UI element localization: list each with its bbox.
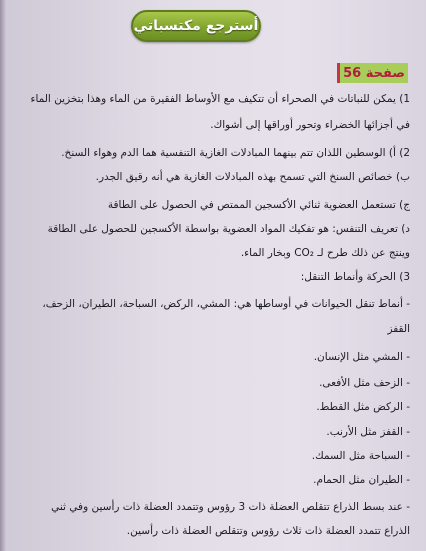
text-line-16: - الطيران مثل الحمام.: [313, 474, 410, 486]
text-line-11: - المشي مثل الإنسان.: [313, 351, 410, 363]
text-line-17: - عند بسط الذراع تتقلص العضلة ذات 3 رؤوس وتتمدد العضلة ذات رأسين وفي ثني: [51, 501, 410, 513]
text-line-12: - الزحف مثل الأفعى.: [319, 377, 410, 389]
text-line-1: 1) يمكن للنباتات في الصحراء أن تتكيف مع الأوساط الفقيرة من الماء وهذا بتخزين الماء: [30, 93, 410, 105]
text-line-2: في أجزائها الخضراء وتحور أوراقها إلى أشواك.: [210, 119, 410, 131]
text-line-7: وينتج عن ذلك طرح لـ CO₂ وبخار الماء.: [240, 247, 410, 259]
text-line-10: القفز: [387, 323, 410, 335]
header-title: أسترجع مكتسباتي: [133, 18, 259, 34]
page-number-label: [337, 63, 408, 83]
page-number-text: صفحة 56: [343, 65, 405, 81]
text-line-13: - الركض مثل القطط.: [316, 401, 410, 413]
text-line-6: د) تعريف التنفس: هو تفكيك المواد العضوية بواسطة الأكسجين للحصول على الطاقة: [47, 223, 410, 235]
text-line-14: - القفز مثل الأرنب.: [326, 426, 410, 438]
text-line-8: 3) الحركة وأنماط التنقل:: [300, 271, 410, 283]
text-line-4: ب) خصائص السنخ التي تسمح بهذه المبادلات الغازية هي أنه رقيق الجدر.: [95, 171, 410, 183]
text-line-5: ج) تستعمل العضوية ثنائي الأكسجين الممتص في الحصول على الطاقة: [107, 199, 410, 211]
text-line-9: - أنماط تنقل الحيوانات في أوساطها هي: المشي، الركض، السباحة، الطيران، الزحف،: [42, 298, 410, 310]
text-line-18: الذراع تتمدد العضلة ذات ثلاث رؤوس وتتقلص العضلة ذات رأسين.: [126, 525, 410, 537]
text-line-15: - السباحة مثل السمك.: [311, 450, 410, 462]
section-header-badge: [131, 10, 261, 42]
text-line-3: 2) أ) الوسطين اللذان تتم بينهما المبادلات الغازية التنفسية هما الدم وهواء السنخ.: [61, 147, 410, 159]
